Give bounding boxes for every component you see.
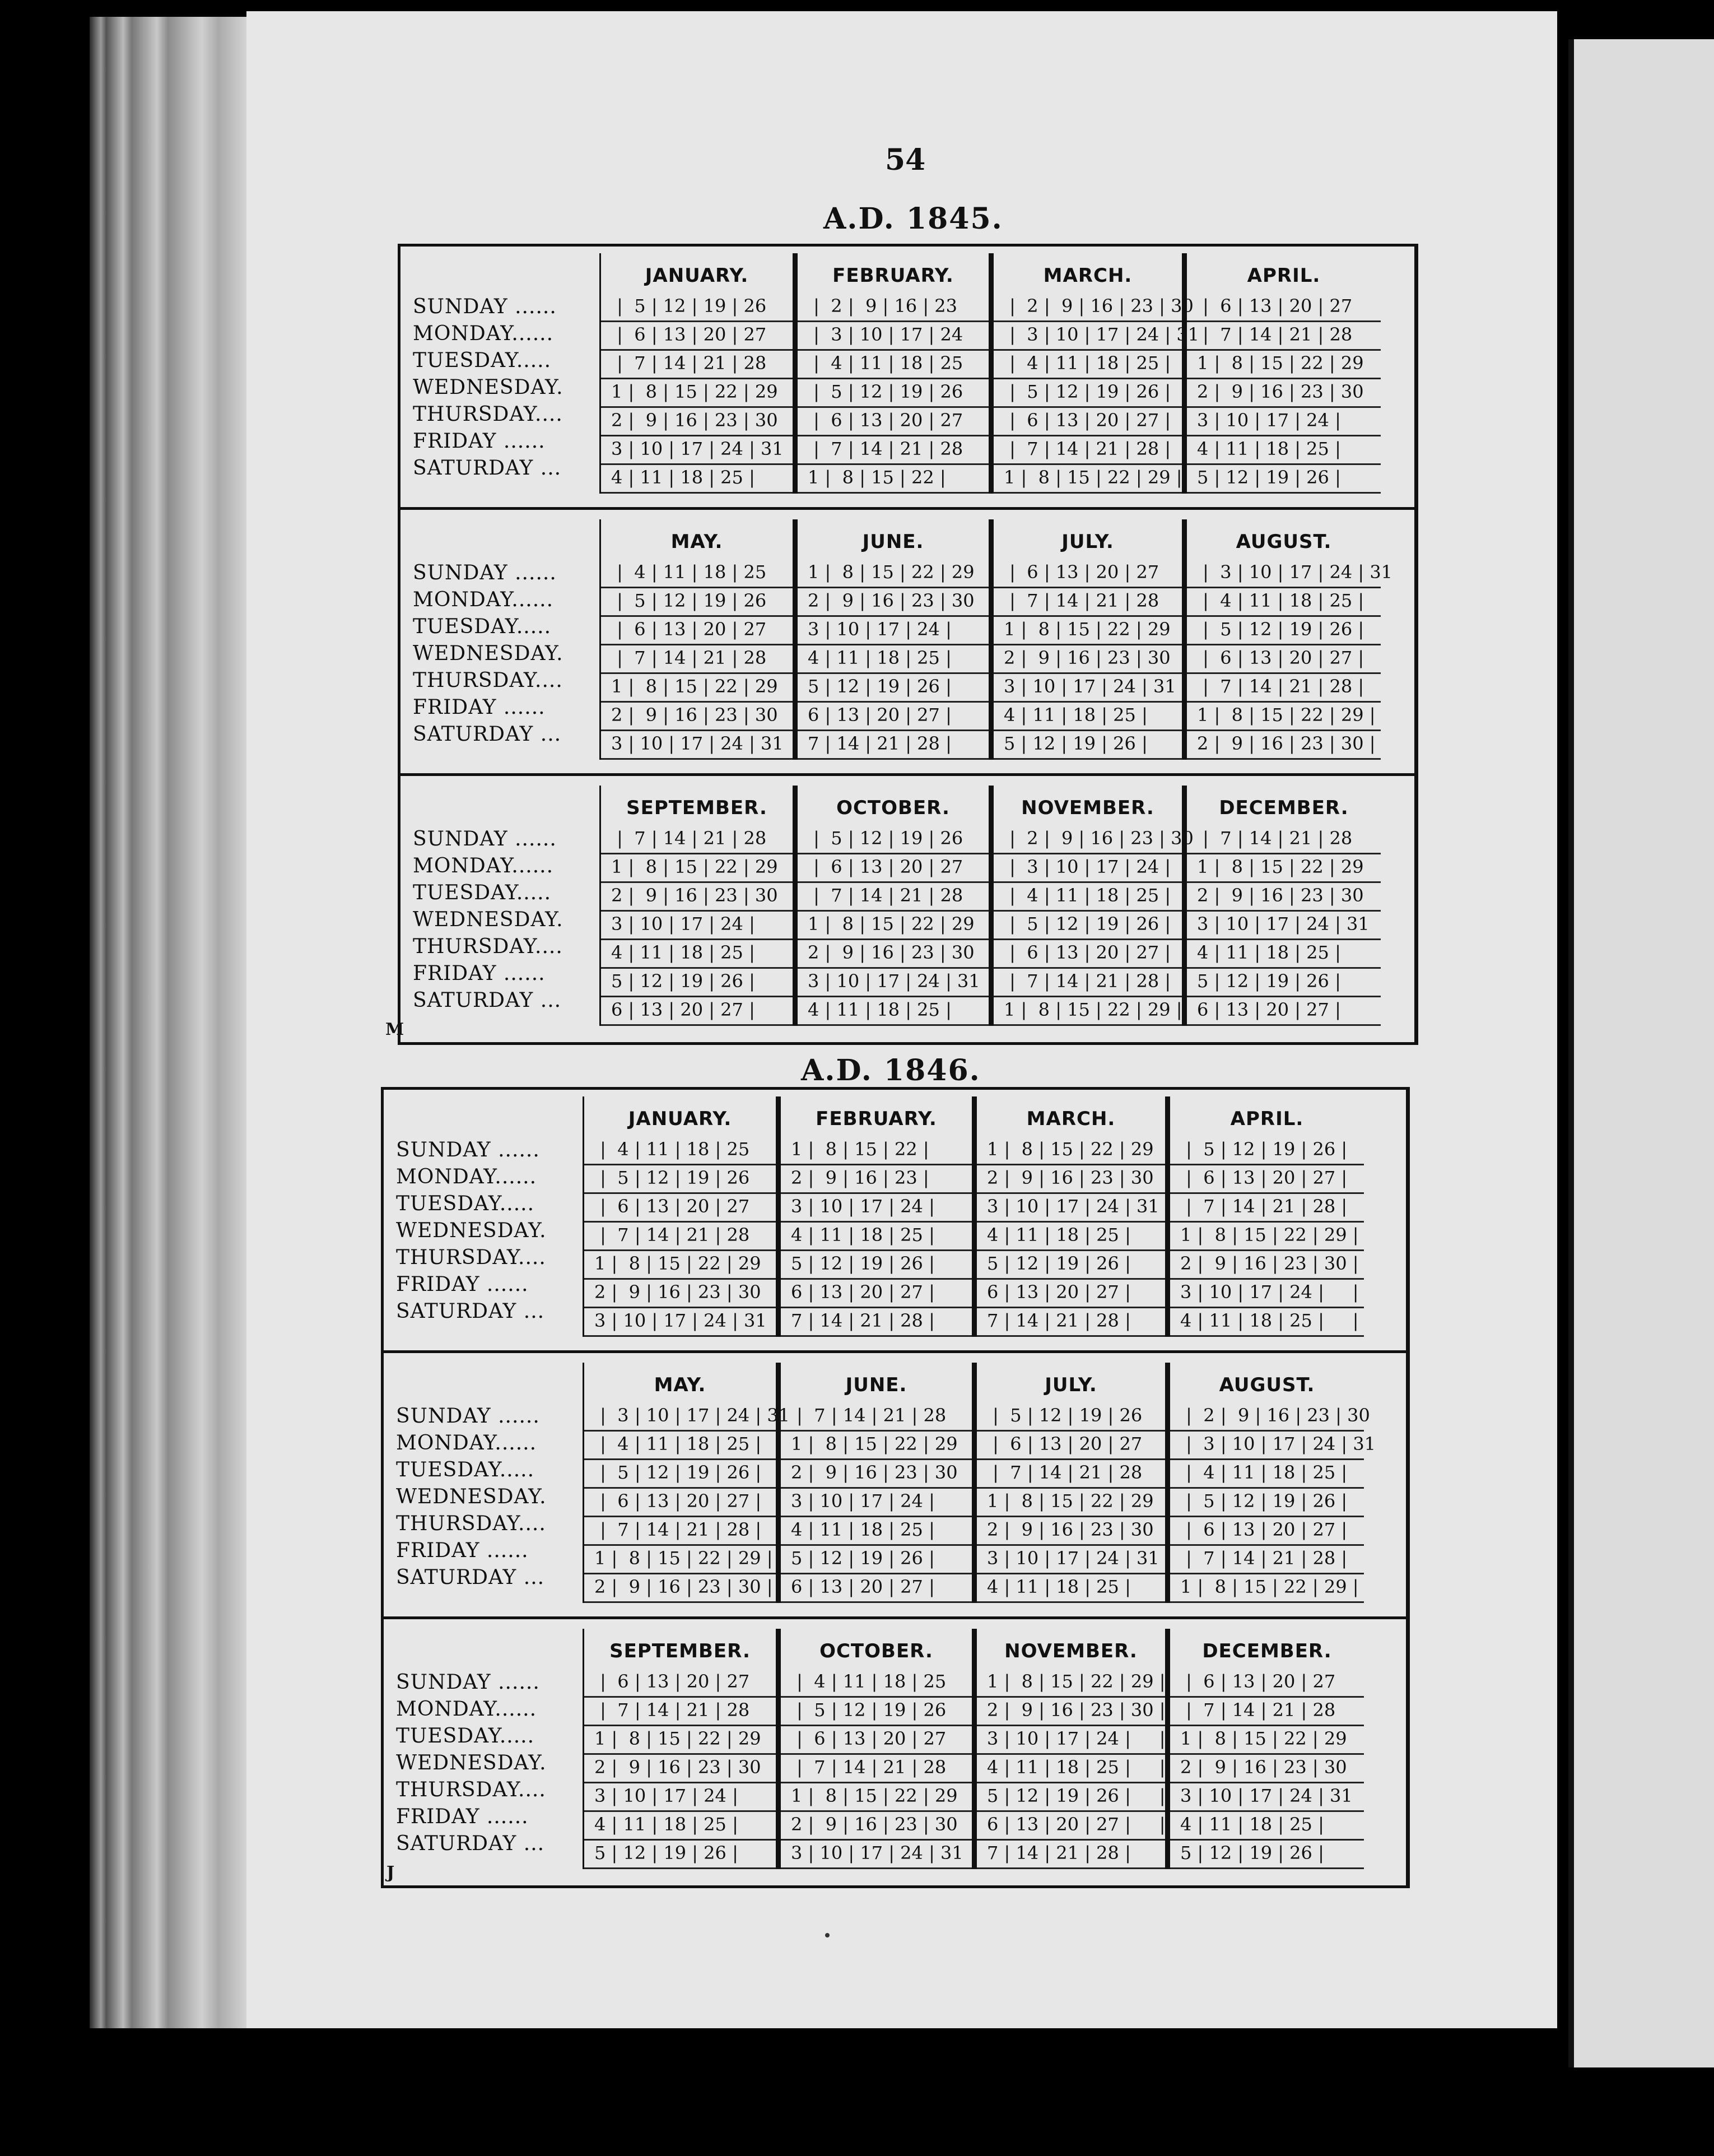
- week-day-row: | 6 | 13 | 20 | 27: [1170, 1669, 1364, 1698]
- week-day-row: 1 | 8 | 15 | 22 | 29 |: [1170, 1574, 1364, 1603]
- week-day-row: | 5 | 12 | 19 | 26 |: [1187, 617, 1381, 645]
- weekday-label: FRIDAY ......: [396, 1273, 529, 1296]
- week-day-row: | 6 | 13 | 20 | 27: [584, 1194, 776, 1223]
- month-name: MAY.: [654, 1374, 706, 1396]
- week-day-row: 1 | 8 | 15 | 22 | 29: [798, 560, 989, 588]
- week-day-row: | 7 | 14 | 21 | 28 |: [994, 436, 1182, 465]
- week-day-row: | 4 | 11 | 18 | 25 |: [994, 351, 1182, 379]
- week-day-row: | 6 | 13 | 20 | 27: [1187, 294, 1381, 322]
- weekday-label: FRIDAY ......: [396, 1539, 529, 1562]
- weekday-label: TUESDAY.....: [413, 881, 552, 904]
- week-day-row: 2 | 9 | 16 | 23 | 30: [601, 408, 793, 436]
- week-day-row: 2 | 9 | 16 | 23 | 30 |: [977, 1698, 1165, 1726]
- week-day-row: 3 | 10 | 17 | 24 | 31: [977, 1194, 1165, 1223]
- week-day-row: | 7 | 14 | 21 | 28: [601, 351, 793, 379]
- weekday-label: SUNDAY ......: [413, 828, 557, 851]
- month-column: [599, 786, 793, 1026]
- weekday-label: SUNDAY ......: [413, 561, 557, 584]
- month-column: [776, 1096, 972, 1337]
- month-name: JANUARY.: [628, 1108, 732, 1130]
- month-name: JANUARY.: [645, 264, 749, 287]
- week-day-row: 3 | 10 | 17 | 24 |: [798, 617, 989, 645]
- weekday-label: THURSDAY....: [413, 935, 563, 958]
- week-day-row: | 4 | 11 | 18 | 25 |: [1187, 588, 1381, 617]
- calendar-table-1846: [381, 1087, 1410, 1888]
- week-day-row: 4 | 11 | 18 | 25 |: [977, 1223, 1165, 1251]
- week-day-row: 3 | 10 | 17 | 24 | 31: [601, 436, 793, 465]
- month-columns: [583, 1363, 1376, 1603]
- section-rule: [384, 1616, 1406, 1619]
- month-name: JUNE.: [845, 1374, 907, 1396]
- week-day-row: | 2 | 9 | 16 | 23 | 30: [994, 294, 1182, 322]
- weekday-label: THURSDAY....: [396, 1512, 546, 1535]
- week-day-row: 1 | 8 | 15 | 22 | 29: [1187, 351, 1381, 379]
- printer-mark-1846: J: [386, 1863, 395, 1883]
- week-day-row: | 4 | 11 | 18 | 25: [601, 560, 793, 588]
- week-day-row: | 5 | 12 | 19 | 26: [584, 1165, 776, 1194]
- quarter-row: [400, 779, 1414, 1042]
- week-day-row: | 7 | 14 | 21 | 28: [781, 1403, 972, 1432]
- year-title-1845: A.D. 1845.: [823, 202, 1003, 236]
- weekday-label: MONDAY......: [396, 1165, 537, 1188]
- month-column: [1182, 519, 1393, 760]
- week-day-row: 2 | 9 | 16 | 23 | 30: [1187, 379, 1381, 408]
- week-day-row: | 6 | 13 | 20 | 27 |: [994, 408, 1182, 436]
- month-column: [1182, 786, 1381, 1026]
- month-column: [1182, 253, 1381, 494]
- week-day-row: | 5 | 12 | 19 | 26: [798, 826, 989, 854]
- week-day-row: | 5 | 12 | 19 | 26 |: [994, 912, 1182, 940]
- weekday-label: FRIDAY ......: [413, 962, 546, 985]
- weekday-label: WEDNESDAY.: [413, 376, 563, 399]
- weekday-label: SUNDAY ......: [413, 295, 557, 318]
- week-day-row: | 2 | 9 | 16 | 23 | 30: [1170, 1403, 1364, 1432]
- week-day-row: 2 | 9 | 16 | 23 | 30: [781, 1460, 972, 1489]
- week-day-row: | 3 | 10 | 17 | 24 | 31: [1187, 560, 1381, 588]
- week-day-row: 2 | 9 | 16 | 23 | 30: [798, 588, 989, 617]
- week-day-row: 4 | 11 | 18 | 25 |: [798, 997, 989, 1026]
- weekday-label: MONDAY......: [413, 322, 554, 345]
- week-day-row: | 7 | 14 | 21 | 28: [781, 1755, 972, 1783]
- month-column: [793, 519, 989, 760]
- weekday-label: SATURDAY ...: [396, 1300, 545, 1323]
- week-day-row: 2 | 9 | 16 | 23 | 30: [977, 1517, 1165, 1546]
- weekday-label: TUESDAY.....: [396, 1725, 535, 1748]
- month-name: MAY.: [670, 531, 723, 553]
- month-column: [989, 253, 1200, 494]
- month-name: AUGUST.: [1236, 531, 1332, 553]
- week-day-row: 6 | 13 | 20 | 27 |: [977, 1280, 1165, 1308]
- week-day-row: | 4 | 11 | 18 | 25 |: [584, 1432, 776, 1460]
- week-day-row: 4 | 11 | 18 | 25 |: [781, 1517, 972, 1546]
- week-day-row: | 7 | 14 | 21 | 28: [584, 1698, 776, 1726]
- week-day-row: | 6 | 13 | 20 | 27: [584, 1669, 776, 1698]
- weekday-label: THURSDAY....: [413, 669, 563, 692]
- facing-page: [1568, 39, 1714, 2067]
- week-day-row: 1 | 8 | 15 | 22 | 29: [584, 1251, 776, 1280]
- week-day-row: 5 | 12 | 19 | 26 |: [584, 1841, 776, 1869]
- month-name: SEPTEMBER.: [626, 797, 767, 819]
- weekday-label: SATURDAY ...: [413, 457, 562, 480]
- week-day-row: | 6 | 13 | 20 | 27: [781, 1726, 972, 1755]
- week-day-row: | 6 | 13 | 20 | 27: [601, 322, 793, 351]
- weekday-label: FRIDAY ......: [396, 1805, 529, 1828]
- calendar-table-1845: [398, 244, 1418, 1045]
- week-day-row: 3 | 10 | 17 | 24 |: [584, 1783, 776, 1812]
- weekday-label: MONDAY......: [413, 588, 554, 611]
- weekday-label: SATURDAY ...: [396, 1566, 545, 1589]
- weekday-label: SATURDAY ...: [396, 1832, 545, 1855]
- month-name: AUGUST.: [1219, 1374, 1315, 1396]
- quarter-row: [384, 1622, 1406, 1885]
- month-column: [989, 786, 1194, 1026]
- week-day-row: 2 | 9 | 16 | 23 | 30: [781, 1812, 972, 1841]
- weekday-label: THURSDAY....: [396, 1246, 546, 1269]
- week-day-row: 3 | 10 | 17 | 24 | |: [1170, 1280, 1364, 1308]
- week-day-row: | 4 | 11 | 18 | 25 |: [1170, 1460, 1364, 1489]
- weekday-label: FRIDAY ......: [413, 430, 546, 453]
- week-day-row: | 5 | 12 | 19 | 26 |: [584, 1460, 776, 1489]
- week-day-row: 2 | 9 | 16 | 23 | 30: [601, 883, 793, 912]
- week-day-row: | 5 | 12 | 19 | 26 |: [1170, 1137, 1364, 1165]
- week-day-row: 1 | 8 | 15 | 22 | 29: [781, 1783, 972, 1812]
- weekday-labels: [413, 560, 598, 748]
- month-column: [972, 1629, 1165, 1869]
- week-day-row: 4 | 11 | 18 | 25 |: [798, 645, 989, 674]
- weekday-label: TUESDAY.....: [396, 1458, 535, 1481]
- week-day-row: 2 | 9 | 16 | 23 | 30 |: [1170, 1251, 1364, 1280]
- week-day-row: | 7 | 14 | 21 | 28: [584, 1223, 776, 1251]
- week-day-row: 5 | 12 | 19 | 26 |: [601, 969, 793, 997]
- week-day-row: | 6 | 13 | 20 | 27 |: [1170, 1517, 1364, 1546]
- printer-mark-1845: M: [385, 1020, 404, 1039]
- month-column: [793, 253, 989, 494]
- week-day-row: 3 | 10 | 17 | 24 | 31: [781, 1841, 972, 1869]
- week-day-row: | 7 | 14 | 21 | 28: [798, 436, 989, 465]
- week-day-row: 1 | 8 | 15 | 22 | 29 |: [994, 997, 1182, 1026]
- weekday-label: SUNDAY ......: [396, 1671, 540, 1694]
- week-day-row: 5 | 12 | 19 | 26 |: [1187, 969, 1381, 997]
- book-page-edges: [90, 17, 252, 2028]
- month-column: [583, 1629, 776, 1869]
- week-day-row: 1 | 8 | 15 | 22 | 29 |: [584, 1546, 776, 1574]
- week-day-row: 5 | 12 | 19 | 26 |: [1170, 1841, 1364, 1869]
- book-page: [246, 11, 1557, 2028]
- month-column: [972, 1363, 1165, 1603]
- week-day-row: | 4 | 11 | 18 | 25: [798, 351, 989, 379]
- quarter-row: [384, 1090, 1406, 1353]
- week-day-row: | 6 | 13 | 20 | 27: [601, 617, 793, 645]
- month-name: NOVEMBER.: [1004, 1640, 1138, 1662]
- week-day-row: 5 | 12 | 19 | 26 |: [781, 1251, 972, 1280]
- page-number: 54: [885, 143, 926, 177]
- week-day-row: 5 | 12 | 19 | 26 |: [994, 731, 1182, 760]
- month-name: FEBRUARY.: [832, 264, 954, 287]
- month-columns: [599, 253, 1381, 494]
- week-day-row: 3 | 10 | 17 | 24 |: [1187, 408, 1381, 436]
- week-day-row: | 3 | 10 | 17 | 24 | 31: [994, 322, 1182, 351]
- week-day-row: 2 | 9 | 16 | 23 | 30: [584, 1755, 776, 1783]
- month-column: [776, 1629, 972, 1869]
- month-column: [989, 519, 1182, 760]
- month-name: FEBRUARY.: [816, 1108, 937, 1130]
- month-column: [776, 1363, 972, 1603]
- week-day-row: 7 | 14 | 21 | 28 |: [977, 1308, 1165, 1337]
- week-day-row: | 6 | 13 | 20 | 27: [798, 408, 989, 436]
- week-day-row: | 6 | 13 | 20 | 27 |: [1170, 1165, 1364, 1194]
- week-day-row: 3 | 10 | 17 | 24 | 31: [601, 731, 793, 760]
- weekday-label: SATURDAY ...: [413, 989, 562, 1012]
- weekday-label: MONDAY......: [396, 1432, 537, 1455]
- week-day-row: | 4 | 11 | 18 | 25: [781, 1669, 972, 1698]
- week-day-row: 3 | 10 | 17 | 24 | 31: [798, 969, 989, 997]
- week-day-row: 4 | 11 | 18 | 25 |: [584, 1812, 776, 1841]
- week-day-row: 6 | 13 | 20 | 27 |: [781, 1574, 972, 1603]
- week-day-row: | 7 | 14 | 21 | 28: [601, 645, 793, 674]
- month-name: DECEMBER.: [1202, 1640, 1332, 1662]
- week-day-row: 4 | 11 | 18 | 25 |: [994, 703, 1182, 731]
- weekday-label: SUNDAY ......: [396, 1139, 540, 1161]
- week-day-row: | 7 | 14 | 21 | 28: [977, 1460, 1165, 1489]
- section-rule: [400, 773, 1414, 776]
- quarter-row: [400, 247, 1414, 510]
- month-column: [583, 1363, 790, 1603]
- weekday-labels: [413, 294, 598, 482]
- weekday-label: WEDNESDAY.: [396, 1485, 547, 1508]
- week-day-row: | 2 | 9 | 16 | 23 | 30: [994, 826, 1182, 854]
- week-day-row: 4 | 11 | 18 | 25 |: [781, 1223, 972, 1251]
- month-name: NOVEMBER.: [1021, 797, 1154, 819]
- week-day-row: | 5 | 12 | 19 | 26: [781, 1698, 972, 1726]
- week-day-row: 4 | 11 | 18 | 25 |: [977, 1574, 1165, 1603]
- weekday-label: FRIDAY ......: [413, 696, 546, 719]
- weekday-label: THURSDAY....: [413, 403, 563, 426]
- week-day-row: 3 | 10 | 17 | 24 |: [601, 912, 793, 940]
- month-name: JULY.: [1045, 1374, 1097, 1396]
- week-day-row: 4 | 11 | 18 | 25 |: [601, 940, 793, 969]
- weekday-labels: [396, 1137, 581, 1325]
- weekday-label: TUESDAY.....: [396, 1192, 535, 1215]
- week-day-row: 2 | 9 | 16 | 23 |: [781, 1165, 972, 1194]
- month-column: [972, 1096, 1165, 1337]
- week-day-row: 1 | 8 | 15 | 22 | 29: [781, 1432, 972, 1460]
- week-day-row: | 7 | 14 | 21 | 28 |: [584, 1517, 776, 1546]
- week-day-row: 1 | 8 | 15 | 22 | 29: [1187, 854, 1381, 883]
- week-day-row: 7 | 14 | 21 | 28 |: [798, 731, 989, 760]
- month-columns: [583, 1096, 1364, 1337]
- week-day-row: 4 | 11 | 18 | 25 |: [1170, 1812, 1364, 1841]
- week-day-row: 1 | 8 | 15 | 22 | 29 |: [1187, 703, 1381, 731]
- weekday-label: MONDAY......: [396, 1698, 537, 1721]
- week-day-row: | 7 | 14 | 21 | 28: [1187, 322, 1381, 351]
- week-day-row: 3 | 10 | 17 | 24 | 31: [1170, 1783, 1364, 1812]
- month-columns: [599, 519, 1393, 760]
- week-day-row: 3 | 10 | 17 | 24 | 31: [994, 674, 1182, 703]
- month-column: [793, 786, 989, 1026]
- weekday-label: THURSDAY....: [396, 1778, 546, 1801]
- week-day-row: 6 | 13 | 20 | 27 |: [798, 703, 989, 731]
- week-day-row: 7 | 14 | 21 | 28 |: [781, 1308, 972, 1337]
- week-day-row: 4 | 11 | 18 | 25 |: [1187, 436, 1381, 465]
- month-name: APRIL.: [1247, 264, 1321, 287]
- week-day-row: | 6 | 13 | 20 | 27: [798, 854, 989, 883]
- week-day-row: 7 | 14 | 21 | 28 |: [977, 1841, 1165, 1869]
- week-day-row: | 3 | 10 | 17 | 24 | 31: [584, 1403, 776, 1432]
- week-day-row: 2 | 9 | 16 | 23 | 30: [977, 1165, 1165, 1194]
- week-day-row: 5 | 12 | 19 | 26 |: [977, 1251, 1165, 1280]
- week-day-row: 4 | 11 | 18 | 25 |: [601, 465, 793, 494]
- week-day-row: | 5 | 12 | 19 | 26: [798, 379, 989, 408]
- week-day-row: | 7 | 14 | 21 | 28 |: [1170, 1546, 1364, 1574]
- week-day-row: | 7 | 14 | 21 | 28 |: [1170, 1194, 1364, 1223]
- week-day-row: 1 | 8 | 15 | 22 | 29: [601, 674, 793, 703]
- week-day-row: 1 | 8 | 15 | 22 | 29: [1170, 1726, 1364, 1755]
- section-rule: [384, 1350, 1406, 1353]
- week-day-row: 1 | 8 | 15 | 22 | 29 |: [1170, 1223, 1364, 1251]
- week-day-row: | 6 | 13 | 20 | 27 |: [994, 940, 1182, 969]
- month-column: [583, 1096, 776, 1337]
- weekday-label: WEDNESDAY.: [396, 1219, 547, 1242]
- week-day-row: 1 | 8 | 15 | 22 | 29: [994, 617, 1182, 645]
- month-column: [1165, 1629, 1364, 1869]
- ink-speck: [825, 1933, 830, 1937]
- week-day-row: 5 | 12 | 19 | 26 |: [1187, 465, 1381, 494]
- month-name: MARCH.: [1043, 264, 1133, 287]
- week-day-row: 2 | 9 | 16 | 23 | 30: [1170, 1755, 1364, 1783]
- week-day-row: | 6 | 13 | 20 | 27: [994, 560, 1182, 588]
- week-day-row: 2 | 9 | 16 | 23 | 30: [1187, 883, 1381, 912]
- week-day-row: 3 | 10 | 17 | 24 |: [781, 1489, 972, 1517]
- week-day-row: | 7 | 14 | 21 | 28: [601, 826, 793, 854]
- week-day-row: | 7 | 14 | 21 | 28 |: [1187, 674, 1381, 703]
- week-day-row: | 2 | 9 | 16 | 23: [798, 294, 989, 322]
- week-day-row: 1 | 8 | 15 | 22 | 29 |: [994, 465, 1182, 494]
- week-day-row: 1 | 8 | 15 | 22 | 29: [601, 379, 793, 408]
- week-day-row: 4 | 11 | 18 | 25 |: [1187, 940, 1381, 969]
- week-day-row: | 6 | 13 | 20 | 27 |: [584, 1489, 776, 1517]
- week-day-row: | 7 | 14 | 21 | 28 |: [994, 969, 1182, 997]
- week-day-row: | 5 | 12 | 19 | 26: [977, 1403, 1165, 1432]
- week-day-row: 2 | 9 | 16 | 23 | 30: [798, 940, 989, 969]
- week-day-row: | 5 | 12 | 19 | 26 |: [1170, 1489, 1364, 1517]
- week-day-row: 5 | 12 | 19 | 26 |: [781, 1546, 972, 1574]
- week-day-row: 6 | 13 | 20 | 27 | |: [977, 1812, 1165, 1841]
- month-name: APRIL.: [1230, 1108, 1304, 1130]
- month-column: [599, 519, 793, 760]
- week-day-row: 2 | 9 | 16 | 23 | 30: [601, 703, 793, 731]
- week-day-row: 1 | 8 | 15 | 22 | 29: [601, 854, 793, 883]
- weekday-label: WEDNESDAY.: [413, 642, 563, 665]
- week-day-row: | 6 | 13 | 20 | 27: [977, 1432, 1165, 1460]
- week-day-row: 2 | 9 | 16 | 23 | 30: [994, 645, 1182, 674]
- month-name: JULY.: [1061, 531, 1114, 553]
- week-day-row: | 3 | 10 | 17 | 24: [798, 322, 989, 351]
- week-day-row: 6 | 13 | 20 | 27 |: [1187, 997, 1381, 1026]
- week-day-row: 2 | 9 | 16 | 23 | 30 |: [1187, 731, 1381, 760]
- week-day-row: | 7 | 14 | 21 | 28: [994, 588, 1182, 617]
- week-day-row: 2 | 9 | 16 | 23 | 30: [584, 1280, 776, 1308]
- week-day-row: 5 | 12 | 19 | 26 |: [798, 674, 989, 703]
- month-name: MARCH.: [1026, 1108, 1116, 1130]
- weekday-label: TUESDAY.....: [413, 615, 552, 638]
- week-day-row: | 5 | 12 | 19 | 26: [601, 294, 793, 322]
- week-day-row: 4 | 11 | 18 | 25 | |: [1170, 1308, 1364, 1337]
- weekday-label: SATURDAY ...: [413, 723, 562, 746]
- week-day-row: | 6 | 13 | 20 | 27 |: [1187, 645, 1381, 674]
- year-title-1846: A.D. 1846.: [801, 1053, 981, 1088]
- week-day-row: | 7 | 14 | 21 | 28: [1170, 1698, 1364, 1726]
- week-day-row: 1 | 8 | 15 | 22 | 29: [977, 1137, 1165, 1165]
- week-day-row: 3 | 10 | 17 | 24 | 31: [977, 1546, 1165, 1574]
- week-day-row: 1 | 8 | 15 | 22 | 29: [977, 1489, 1165, 1517]
- week-day-row: | 7 | 14 | 21 | 28: [1187, 826, 1381, 854]
- week-day-row: 3 | 10 | 17 | 24 | |: [977, 1726, 1165, 1755]
- week-day-row: 5 | 12 | 19 | 26 | |: [977, 1783, 1165, 1812]
- week-day-row: 3 | 10 | 17 | 24 | 31: [584, 1308, 776, 1337]
- section-rule: [400, 507, 1414, 510]
- week-day-row: | 4 | 11 | 18 | 25: [584, 1137, 776, 1165]
- week-day-row: 6 | 13 | 20 | 27 |: [781, 1280, 972, 1308]
- week-day-row: 3 | 10 | 17 | 24 | 31: [1187, 912, 1381, 940]
- month-name: DECEMBER.: [1219, 797, 1349, 819]
- month-column: [1165, 1096, 1364, 1337]
- weekday-label: WEDNESDAY.: [396, 1751, 547, 1774]
- week-day-row: 6 | 13 | 20 | 27 |: [601, 997, 793, 1026]
- month-name: OCTOBER.: [836, 797, 950, 819]
- week-day-row: | 5 | 12 | 19 | 26: [601, 588, 793, 617]
- week-day-row: 1 | 8 | 15 | 22 | 29: [798, 912, 989, 940]
- week-day-row: | 3 | 10 | 17 | 24 | 31: [1170, 1432, 1364, 1460]
- week-day-row: 1 | 8 | 15 | 22 |: [798, 465, 989, 494]
- week-day-row: 1 | 8 | 15 | 22 | 29 |: [977, 1669, 1165, 1698]
- month-column: [1165, 1363, 1376, 1603]
- week-day-row: 3 | 10 | 17 | 24 |: [781, 1194, 972, 1223]
- month-column: [599, 253, 793, 494]
- quarter-row: [384, 1356, 1406, 1619]
- weekday-labels: [396, 1403, 581, 1591]
- weekday-label: MONDAY......: [413, 854, 554, 877]
- month-columns: [599, 786, 1381, 1026]
- weekday-label: SUNDAY ......: [396, 1405, 540, 1428]
- month-columns: [583, 1629, 1364, 1869]
- week-day-row: | 7 | 14 | 21 | 28: [798, 883, 989, 912]
- weekday-label: WEDNESDAY.: [413, 908, 563, 931]
- week-day-row: | 3 | 10 | 17 | 24 |: [994, 854, 1182, 883]
- month-name: SEPTEMBER.: [609, 1640, 751, 1662]
- weekday-labels: [396, 1669, 581, 1857]
- week-day-row: 2 | 9 | 16 | 23 | 30 |: [584, 1574, 776, 1603]
- week-day-row: | 4 | 11 | 18 | 25 |: [994, 883, 1182, 912]
- month-name: JUNE.: [862, 531, 924, 553]
- week-day-row: 1 | 8 | 15 | 22 | 29: [584, 1726, 776, 1755]
- month-name: OCTOBER.: [819, 1640, 933, 1662]
- week-day-row: 4 | 11 | 18 | 25 | |: [977, 1755, 1165, 1783]
- quarter-row: [400, 513, 1414, 776]
- weekday-label: TUESDAY.....: [413, 349, 552, 372]
- week-day-row: 1 | 8 | 15 | 22 |: [781, 1137, 972, 1165]
- week-day-row: | 5 | 12 | 19 | 26 |: [994, 379, 1182, 408]
- weekday-labels: [413, 826, 598, 1014]
